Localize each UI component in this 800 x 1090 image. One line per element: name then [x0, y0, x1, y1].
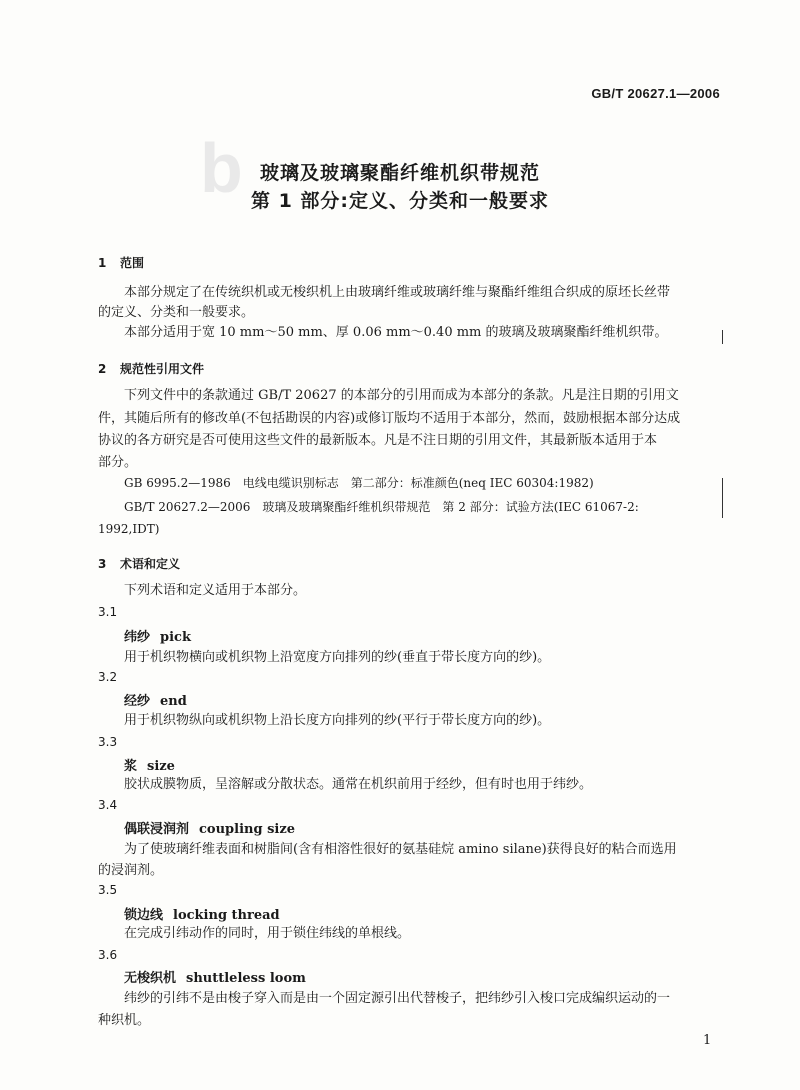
term-heading: 无梭织机 shuttleless loom [124, 971, 306, 986]
term-heading: 浆 size [124, 759, 175, 774]
reference-line: GB/T 20627.2—2006 玻璃及玻璃聚酯纤维机织带规范 第 2 部分：试验方法(IEC 61067-2: [124, 500, 639, 514]
paragraph-line: 的定义、分类和一般要求。 [98, 305, 255, 320]
term-number: 3.5 [98, 883, 118, 897]
section-heading: 1 范围 [98, 256, 145, 270]
term-definition: 胶状成膜物质，呈溶解或分散状态。通常在机织前用于经纱，但有时也用于纬纱。 [124, 777, 593, 792]
paragraph-line: 下列术语和定义适用于本部分。 [124, 583, 307, 598]
term-heading: 经纱 end [124, 694, 187, 709]
term-number: 3.4 [98, 798, 118, 812]
term-definition: 种织机。 [98, 1013, 151, 1028]
term-number: 3.6 [98, 948, 118, 962]
paragraph-line: 本部分规定了在传统织机或无梭织机上由玻璃纤维或玻璃纤维与聚酯纤维组合织成的原坯长丝带 [124, 285, 671, 300]
term-number: 3.1 [98, 605, 118, 619]
paragraph-line: 部分。 [98, 455, 138, 470]
margin-mark [722, 330, 723, 344]
section-heading: 3 术语和定义 [98, 557, 181, 571]
paragraph-line: 下列文件中的条款通过 GB/T 20627 的本部分的引用而成为本部分的条款。凡是注日期的引用文 [124, 388, 679, 403]
paragraph-line: 本部分适用于宽 10 mm～50 mm、厚 0.06 mm～0.40 mm 的玻璃及玻璃聚酯纤维机织带。 [124, 325, 668, 340]
reference-line: GB 6995.2—1986 电线电缆识别标志 第二部分：标准颜色(neq IEC 60304:1982) [124, 476, 594, 490]
document-subtitle: 第 1 部分:定义、分类和一般要求 [250, 190, 550, 212]
paragraph-line: 件，其随后所有的修改单(不包括勘误的内容)或修订版均不适用于本部分，然而，鼓励根据本部分达成 [98, 411, 681, 426]
term-heading: 纬纱 pick [124, 630, 191, 645]
term-definition: 用于机织物横向或机织物上沿宽度方向排列的纱(垂直于带长度方向的纱)。 [124, 650, 551, 665]
page-number: 1 [703, 1033, 712, 1048]
term-definition: 的浸润剂。 [98, 863, 164, 878]
term-definition: 在完成引纬动作的同时，用于锁住纬线的单根线。 [124, 926, 411, 941]
term-definition: 为了使玻璃纤维表面和树脂间(含有相溶性很好的氨基硅烷 amino silane)获得良好的粘合而选用 [124, 842, 677, 857]
standard-code: GB/T 20627.1—2006 [591, 86, 720, 101]
term-definition: 用于机织物纵向或机织物上沿长度方向排列的纱(平行于带长度方向的纱)。 [124, 713, 551, 728]
margin-mark [722, 478, 723, 518]
document-title: 玻璃及玻璃聚酯纤维机织带规范 [259, 162, 540, 184]
term-heading: 锁边线 locking thread [124, 908, 280, 923]
watermark: b [200, 129, 249, 207]
reference-line: 1992,IDT) [98, 522, 160, 536]
section-heading: 2 规范性引用文件 [98, 362, 205, 376]
term-definition: 纬纱的引纬不是由梭子穿入而是由一个固定源引出代替梭子，把纬纱引入梭口完成编织运动的一 [124, 991, 671, 1006]
paragraph-line: 协议的各方研究是否可使用这些文件的最新版本。凡是不注日期的引用文件，其最新版本适用于本 [98, 433, 658, 448]
term-heading: 偶联浸润剂 coupling size [124, 822, 295, 837]
term-number: 3.3 [98, 735, 118, 749]
term-number: 3.2 [98, 670, 118, 684]
